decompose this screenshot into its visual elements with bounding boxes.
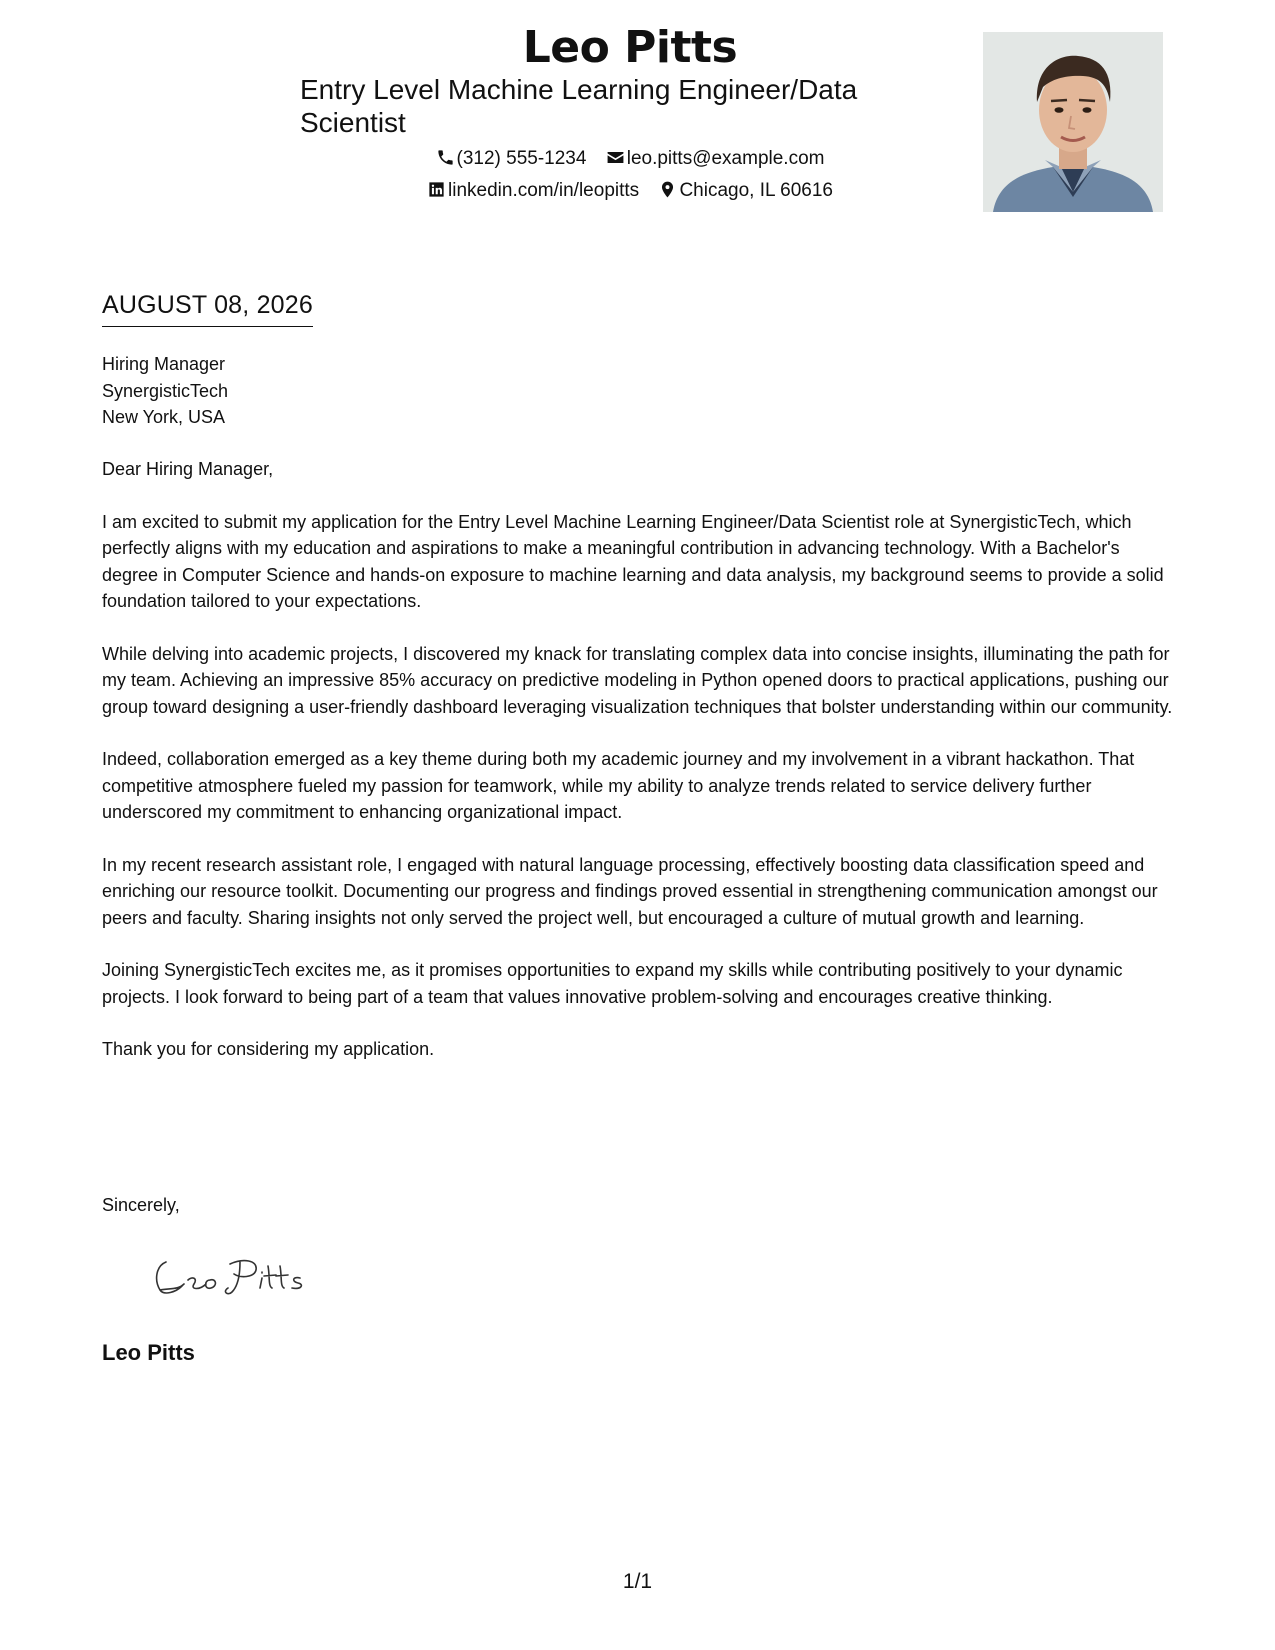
closing: Sincerely, <box>102 1195 180 1215</box>
body-paragraph: Thank you for considering my application. <box>102 1039 435 1059</box>
contact-email[interactable] <box>606 148 825 170</box>
body-paragraph: While delving into academic projects, I discovered my knack for translating complex data into concise insights, illuminating the path for my team. Achieving an impressive 85% accuracy on predictive modeling in Python opened doors to practical applications, pushing our group toward designing a user-friendly dashboard leveraging visualization techniques that bolster understanding within our community. <box>102 643 1173 717</box>
envelope-icon <box>606 148 625 167</box>
contact-phone <box>436 148 587 170</box>
letter-date: AUGUST 08, 2026 <box>102 291 313 327</box>
contact-linkedin[interactable] <box>427 180 639 202</box>
page-indicator: 1/1 <box>622 1570 653 1593</box>
email-link[interactable]: leo.pitts@example.com <box>626 148 825 169</box>
recipient-company: SynergisticTech <box>102 380 229 401</box>
contact-row-1 <box>300 148 960 170</box>
body-paragraph: In my recent research assistant role, I engaged with natural language processing, effectively boosting data classification speed and enriching our resource toolkit. Documenting our progress and findings proved essential in strengthening communication amongst our peers and faculty. Sharing insights not only served the project well, but encouraged a culture of mutual growth and learning. <box>102 854 1158 928</box>
location-text: Chicago, IL 60616 <box>679 180 833 201</box>
salutation: Dear Hiring Manager, <box>102 459 274 479</box>
contact-row-2 <box>300 180 960 202</box>
phone-text: (312) 555-1234 <box>456 148 587 169</box>
recipient-name: Hiring Manager <box>102 354 226 374</box>
linkedin-link[interactable]: linkedin.com/in/leopitts <box>448 180 640 201</box>
letter-body <box>102 456 1177 1089</box>
handwritten-signature <box>148 1250 318 1300</box>
body-paragraph: Indeed, collaboration emerged as a key theme during both my academic journey and my involvement in a vibrant hackathon. That competitive atmosphere fueled my passion for teamwork, while my ability to analyze trends related to service delivery further underscored my commitment to enhancing organizational impact. <box>102 749 1135 822</box>
contact-location <box>658 180 833 202</box>
profile-photo <box>983 32 1163 212</box>
recipient-block <box>102 351 228 431</box>
signer-name: Leo Pitts <box>102 1340 195 1365</box>
recipient-location: New York, USA <box>102 407 226 427</box>
body-paragraph: I am excited to submit my application for the Entry Level Machine Learning Engineer/Data Scientist role at SynergisticTech, which perfectly aligns with my education and aspirations to make a meaningful contribution in advancing technology. With a Bachelor's degree in Computer Science and hands-on exposure to machine learning and data analysis, my background seems to provide a solid foundation tailored to your expectations. <box>102 511 1164 611</box>
map-pin-icon <box>658 180 677 199</box>
letter-header <box>0 0 1275 230</box>
body-paragraph: Joining SynergisticTech excites me, as it promises opportunities to expand my skills while contributing positively to your dynamic projects. I look forward to being part of a team that values innovative problem-solving and encourages creative thinking. <box>102 960 1123 1007</box>
applicant-title: Entry Level Machine Learning Engineer/Data Scientist <box>300 74 858 138</box>
applicant-name: Leo Pitts <box>522 22 738 73</box>
linkedin-icon <box>427 180 446 199</box>
phone-icon <box>436 148 455 167</box>
